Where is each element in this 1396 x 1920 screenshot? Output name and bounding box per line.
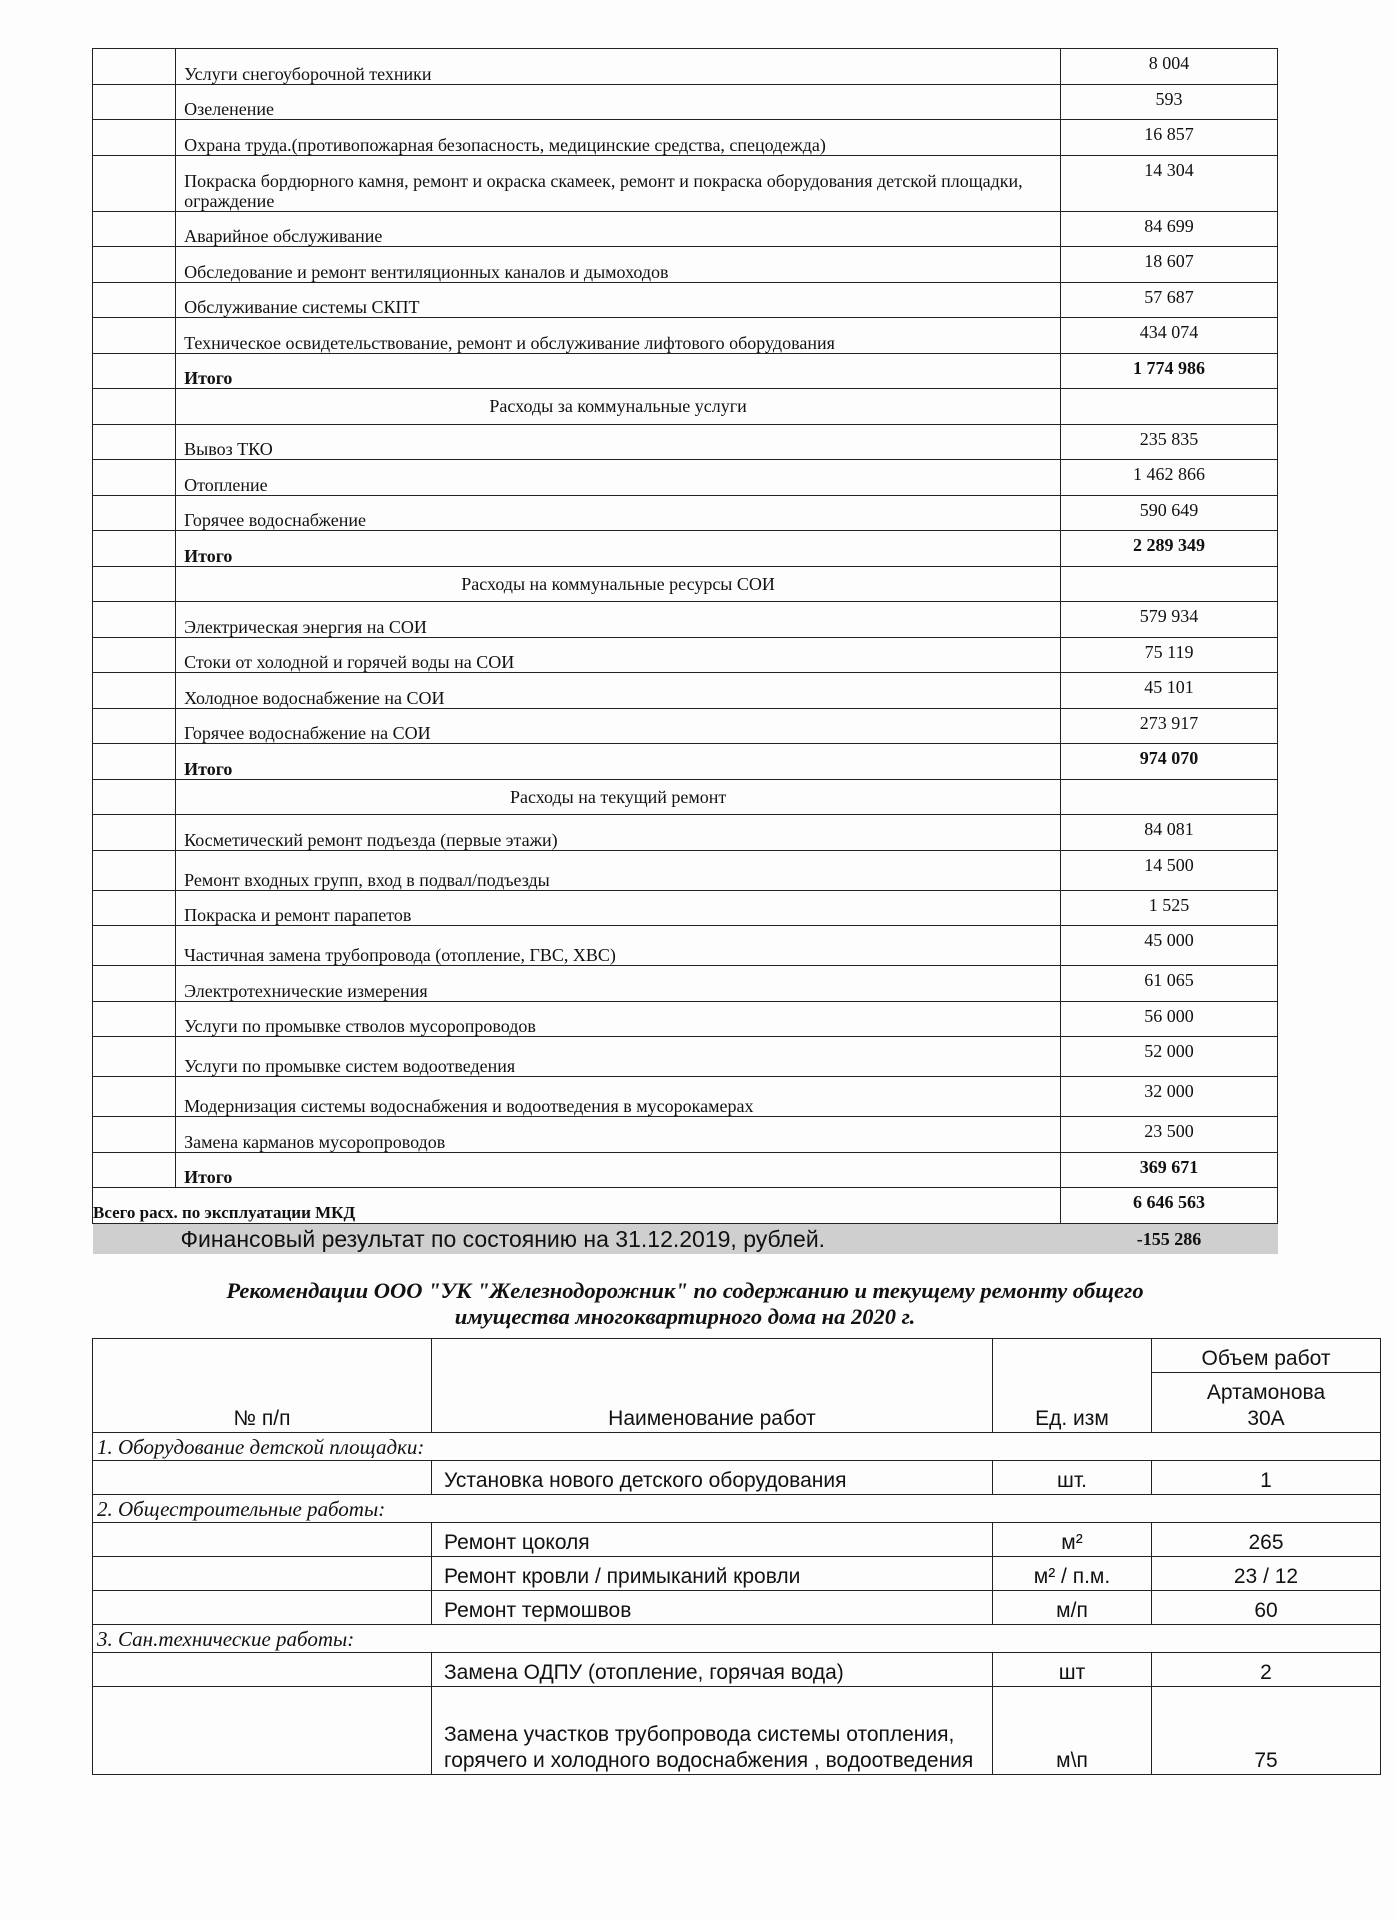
row-number-cell	[93, 247, 176, 283]
work-item-qty: 265	[1152, 1523, 1381, 1557]
row-number-cell	[93, 49, 176, 85]
work-item-unit: м/п	[993, 1591, 1152, 1625]
expense-amount: 1 462 866	[1061, 460, 1278, 496]
work-item-num	[93, 1591, 432, 1625]
expense-name: Озеленение	[176, 84, 1061, 120]
section-header-row	[93, 779, 1278, 815]
section-value-cell	[1061, 779, 1278, 815]
work-item-qty: 23 / 12	[1152, 1557, 1381, 1591]
subtotal-label: Итого	[176, 744, 1061, 780]
expense-name: Охрана труда.(противопожарная безопасность, медицинские средства, спецодежда)	[176, 120, 1061, 156]
expense-row	[93, 966, 1278, 1002]
row-number-cell	[93, 1152, 176, 1188]
subtotal-row	[93, 531, 1278, 567]
work-item-qty: 60	[1152, 1591, 1381, 1625]
expense-amount: 8 004	[1061, 49, 1278, 85]
expense-row	[93, 211, 1278, 247]
work-item-name: Ремонт кровли / примыканий кровли	[432, 1557, 993, 1591]
work-item-row	[93, 1523, 1381, 1557]
row-number-cell	[93, 120, 176, 156]
expense-row	[93, 460, 1278, 496]
subtotal-row	[93, 353, 1278, 389]
expenses-table	[92, 48, 1278, 1254]
subtotal-label: Итого	[176, 353, 1061, 389]
row-number-cell	[93, 602, 176, 638]
row-number-cell	[93, 424, 176, 460]
expense-amount: 57 687	[1061, 282, 1278, 318]
financial-result-label: Финансовый результат по состоянию на 31.12.2019, рублей.	[93, 1223, 1061, 1254]
work-group-title: 2. Общестроительные работы:	[93, 1495, 1381, 1523]
expense-name: Модернизация системы водоснабжения и водоотведения в мусорокамерах	[176, 1077, 1061, 1117]
expense-row	[93, 637, 1278, 673]
expense-name: Услуги снегоуборочной техники	[176, 49, 1061, 85]
expense-row	[93, 495, 1278, 531]
expense-name: Замена карманов мусоропроводов	[176, 1117, 1061, 1153]
work-item-name: Замена участков трубопровода системы отопления, горячего и холодного водоснабжения , водоотведения	[432, 1687, 993, 1775]
row-number-cell	[93, 1037, 176, 1077]
expense-amount: 434 074	[1061, 318, 1278, 354]
work-item-unit: м² / п.м.	[993, 1557, 1152, 1591]
row-number-cell	[93, 318, 176, 354]
work-item-unit: шт	[993, 1653, 1152, 1687]
expense-name: Косметический ремонт подъезда (первые этажи)	[176, 815, 1061, 851]
expense-name: Электрическая энергия на СОИ	[176, 602, 1061, 638]
header-address	[1152, 1373, 1381, 1433]
row-number-cell	[93, 531, 176, 567]
row-number-cell	[93, 966, 176, 1002]
expense-name: Аварийное обслуживание	[176, 211, 1061, 247]
work-item-num	[93, 1557, 432, 1591]
row-number-cell	[93, 708, 176, 744]
header-work: Наименование работ	[432, 1339, 993, 1433]
expenses-table-body	[93, 49, 1278, 1255]
section-value-cell	[1061, 566, 1278, 602]
expense-amount: 16 857	[1061, 120, 1278, 156]
expense-name: Частичная замена трубопровода (отопление, ГВС, ХВС)	[176, 926, 1061, 966]
section-value-cell	[1061, 389, 1278, 425]
expense-row	[93, 890, 1278, 926]
work-item-num	[93, 1461, 432, 1495]
expense-row	[93, 815, 1278, 851]
expense-name: Обследование и ремонт вентиляционных каналов и дымоходов	[176, 247, 1061, 283]
recommendations-title-line1: Рекомендации ООО "УК "Железнодорожник" по содержанию и текущему ремонту общего	[226, 1278, 1144, 1303]
expense-row	[93, 49, 1278, 85]
work-group-title: 1. Оборудование детской площадки:	[93, 1433, 1381, 1461]
expense-amount: 84 081	[1061, 815, 1278, 851]
expense-row	[93, 1001, 1278, 1037]
expense-amount: 235 835	[1061, 424, 1278, 460]
work-item-unit: м\п	[993, 1687, 1152, 1775]
subtotal-label: Итого	[176, 531, 1061, 567]
work-item-qty: 2	[1152, 1653, 1381, 1687]
plan-header-row-1	[93, 1339, 1381, 1373]
work-group-title: 3. Сан.технические работы:	[93, 1625, 1381, 1653]
work-item-row	[93, 1653, 1381, 1687]
expense-amount: 75 119	[1061, 637, 1278, 673]
expense-name: Горячее водоснабжение	[176, 495, 1061, 531]
row-number-cell	[93, 495, 176, 531]
expense-row	[93, 708, 1278, 744]
row-number-cell	[93, 1001, 176, 1037]
row-number-cell	[93, 815, 176, 851]
work-item-qty: 75	[1152, 1687, 1381, 1775]
row-number-cell	[93, 637, 176, 673]
subtotal-row	[93, 1152, 1278, 1188]
expense-amount: 14 304	[1061, 155, 1278, 211]
row-number-cell	[93, 389, 176, 425]
expense-name: Услуги по промывке стволов мусоропроводов	[176, 1001, 1061, 1037]
row-number-cell	[93, 673, 176, 709]
subtotal-value: 2 289 349	[1061, 531, 1278, 567]
expense-row	[93, 926, 1278, 966]
expense-amount: 14 500	[1061, 850, 1278, 890]
expense-row	[93, 1037, 1278, 1077]
section-header-row	[93, 389, 1278, 425]
subtotal-label: Итого	[176, 1152, 1061, 1188]
work-group-row	[93, 1433, 1381, 1461]
expense-name: Услуги по промывке систем водоотведения	[176, 1037, 1061, 1077]
expense-row	[93, 1077, 1278, 1117]
financial-result-value: -155 286	[1061, 1223, 1278, 1254]
expense-amount: 273 917	[1061, 708, 1278, 744]
grand-total-value: 6 646 563	[1061, 1188, 1278, 1224]
subtotal-value: 1 774 986	[1061, 353, 1278, 389]
section-header-row	[93, 566, 1278, 602]
work-item-unit: м²	[993, 1523, 1152, 1557]
work-group-row	[93, 1625, 1381, 1653]
expense-name: Покраска бордюрного камня, ремонт и окраска скамеек, ремонт и покраска оборудования детской площадки, ограждение	[176, 155, 1061, 211]
expense-amount: 45 000	[1061, 926, 1278, 966]
expense-row	[93, 602, 1278, 638]
section-title: Расходы на коммунальные ресурсы СОИ	[176, 566, 1061, 602]
expense-row	[93, 155, 1278, 211]
work-item-num	[93, 1687, 432, 1775]
section-title: Расходы за коммунальные услуги	[176, 389, 1061, 425]
financial-result-row	[93, 1223, 1278, 1254]
work-item-qty: 1	[1152, 1461, 1381, 1495]
expense-row	[93, 1117, 1278, 1153]
expense-amount: 590 649	[1061, 495, 1278, 531]
expense-amount: 84 699	[1061, 211, 1278, 247]
expense-name: Обслуживание системы СКПТ	[176, 282, 1061, 318]
row-number-cell	[93, 1077, 176, 1117]
subtotal-value: 974 070	[1061, 744, 1278, 780]
row-number-cell	[93, 779, 176, 815]
work-item-row	[93, 1461, 1381, 1495]
expense-amount: 593	[1061, 84, 1278, 120]
row-number-cell	[93, 890, 176, 926]
expense-name: Горячее водоснабжение на СОИ	[176, 708, 1061, 744]
work-group-row	[93, 1495, 1381, 1523]
work-item-name: Ремонт термошвов	[432, 1591, 993, 1625]
expense-row	[93, 424, 1278, 460]
expense-amount: 23 500	[1061, 1117, 1278, 1153]
expense-row	[93, 282, 1278, 318]
work-item-row	[93, 1557, 1381, 1591]
expense-amount: 52 000	[1061, 1037, 1278, 1077]
row-number-cell	[93, 282, 176, 318]
expense-row	[93, 850, 1278, 890]
row-number-cell	[93, 353, 176, 389]
grand-total-label: Всего расх. по эксплуатации МКД	[93, 1188, 1061, 1224]
header-volume: Объем работ	[1152, 1339, 1381, 1373]
works-plan-table-body	[93, 1339, 1381, 1775]
header-unit: Ед. изм	[993, 1339, 1152, 1433]
expense-name: Вывоз ТКО	[176, 424, 1061, 460]
work-item-name: Ремонт цоколя	[432, 1523, 993, 1557]
row-number-cell	[93, 1117, 176, 1153]
expense-row	[93, 318, 1278, 354]
expense-row	[93, 247, 1278, 283]
work-item-num	[93, 1523, 432, 1557]
work-item-row	[93, 1591, 1381, 1625]
subtotal-value: 369 671	[1061, 1152, 1278, 1188]
work-item-row	[93, 1687, 1381, 1775]
expense-row	[93, 673, 1278, 709]
grand-total-row	[93, 1188, 1278, 1224]
row-number-cell	[93, 926, 176, 966]
header-address-house: 30А	[1247, 1407, 1285, 1430]
expense-amount: 61 065	[1061, 966, 1278, 1002]
expense-name: Техническое освидетельствование, ремонт и обслуживание лифтового оборудования	[176, 318, 1061, 354]
expense-amount: 32 000	[1061, 1077, 1278, 1117]
expense-name: Отопление	[176, 460, 1061, 496]
row-number-cell	[93, 744, 176, 780]
recommendations-title	[92, 1278, 1278, 1330]
row-number-cell	[93, 155, 176, 211]
expense-amount: 18 607	[1061, 247, 1278, 283]
expense-amount: 56 000	[1061, 1001, 1278, 1037]
row-number-cell	[93, 850, 176, 890]
work-item-name: Замена ОДПУ (отопление, горячая вода)	[432, 1653, 993, 1687]
expense-name: Электротехнические измерения	[176, 966, 1061, 1002]
row-number-cell	[93, 211, 176, 247]
subtotal-row	[93, 744, 1278, 780]
header-num: № п/п	[93, 1339, 432, 1433]
header-address-street: Артамонова	[1206, 1381, 1326, 1404]
row-number-cell	[93, 84, 176, 120]
row-number-cell	[93, 460, 176, 496]
work-item-name: Установка нового детского оборудования	[432, 1461, 993, 1495]
works-plan-table	[92, 1338, 1381, 1775]
work-item-unit: шт.	[993, 1461, 1152, 1495]
expense-name: Холодное водоснабжение на СОИ	[176, 673, 1061, 709]
row-number-cell	[93, 566, 176, 602]
expense-name: Покраска и ремонт парапетов	[176, 890, 1061, 926]
section-title: Расходы на текущий ремонт	[176, 779, 1061, 815]
expense-amount: 579 934	[1061, 602, 1278, 638]
recommendations-title-line2: имущества многоквартирного дома на 2020 г.	[454, 1304, 916, 1329]
work-item-num	[93, 1653, 432, 1687]
expense-name: Стоки от холодной и горячей воды на СОИ	[176, 637, 1061, 673]
expense-row	[93, 84, 1278, 120]
expense-name: Ремонт входных групп, вход в подвал/подъезды	[176, 850, 1061, 890]
expense-amount: 1 525	[1061, 890, 1278, 926]
expense-row	[93, 120, 1278, 156]
expense-amount: 45 101	[1061, 673, 1278, 709]
